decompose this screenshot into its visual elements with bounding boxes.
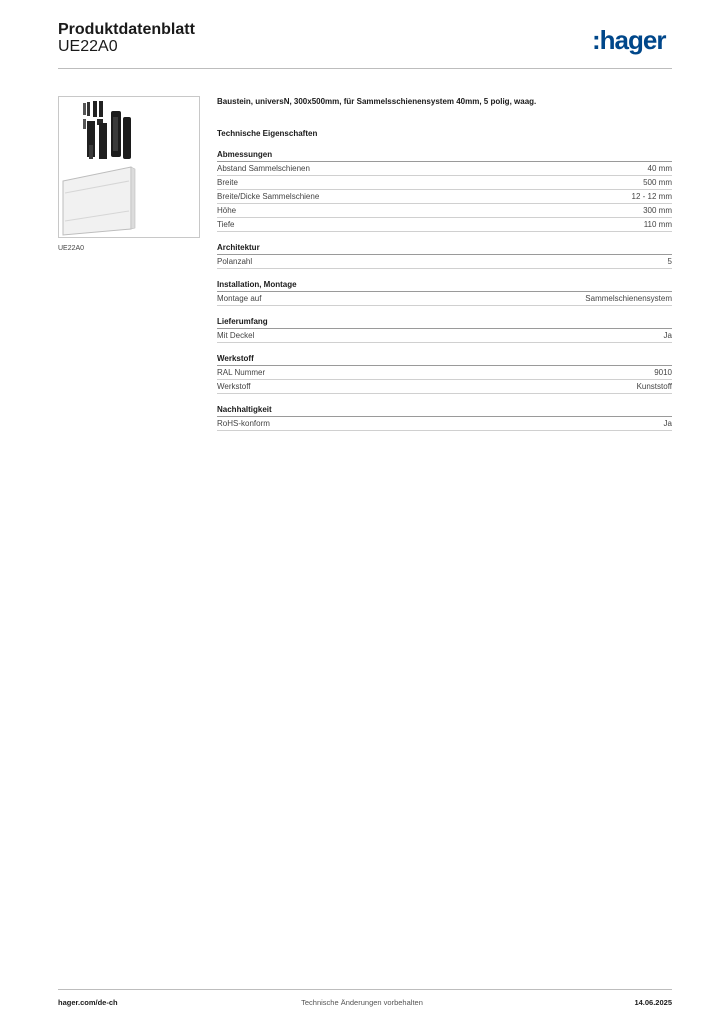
spec-row <box>217 366 672 380</box>
spec-value: Kunststoff <box>636 382 672 391</box>
spec-value: Sammelschienensystem <box>585 294 672 303</box>
spec-value: Ja <box>663 331 672 340</box>
spec-group-title: Lieferumfang <box>217 317 672 329</box>
spec-value: 110 mm <box>643 220 672 229</box>
spec-group-title: Werkstoff <box>217 354 672 366</box>
page-title: Produktdatenblatt <box>58 21 195 38</box>
spec-group-installation <box>217 280 672 306</box>
spec-group-architektur <box>217 243 672 269</box>
section-heading: Technische Eigenschaften <box>217 129 318 138</box>
spec-row <box>217 329 672 343</box>
spec-label: Mit Deckel <box>217 331 255 340</box>
spec-row <box>217 176 672 190</box>
spec-group-nachhaltigkeit <box>217 405 672 431</box>
spec-row <box>217 255 672 269</box>
product-details <box>217 97 672 431</box>
footer-website-link[interactable]: hager.com/de-ch <box>58 998 118 1007</box>
footer-notice: Technische Änderungen vorbehalten <box>301 998 423 1007</box>
spec-value: 40 mm <box>647 164 672 173</box>
spec-row <box>217 190 672 204</box>
spec-value: 500 mm <box>643 178 672 187</box>
spec-label: Abstand Sammelschienen <box>217 164 310 173</box>
spec-value: 300 mm <box>643 206 672 215</box>
spec-label: Breite <box>217 178 238 187</box>
header-divider <box>58 68 672 69</box>
spec-row <box>217 162 672 176</box>
footer-date: 14.06.2025 <box>634 998 672 1007</box>
spec-label: Montage auf <box>217 294 262 303</box>
product-image <box>58 96 200 238</box>
hager-logo <box>592 26 674 56</box>
spec-group-title: Architektur <box>217 243 672 255</box>
spec-row <box>217 218 672 232</box>
hager-logo-text: :hager <box>592 26 666 55</box>
spec-group-abmessungen <box>217 150 672 232</box>
spec-group-lieferumfang <box>217 317 672 343</box>
product-image-caption: UE22A0 <box>58 245 85 252</box>
spec-row <box>217 417 672 431</box>
spec-label: Werkstoff <box>217 382 251 391</box>
spec-label: RoHS-konform <box>217 419 270 428</box>
spec-value: Ja <box>663 419 672 428</box>
spec-group-title: Installation, Montage <box>217 280 672 292</box>
spec-row <box>217 380 672 394</box>
spec-group-werkstoff <box>217 354 672 394</box>
spec-row <box>217 292 672 306</box>
spec-value: 9010 <box>654 368 672 377</box>
product-illustration <box>59 97 199 237</box>
spec-label: Polanzahl <box>217 257 253 266</box>
spec-value: 5 <box>667 257 672 266</box>
spec-label: Breite/Dicke Sammelschiene <box>217 192 320 201</box>
footer-divider <box>58 989 672 990</box>
product-description: Baustein, universN, 300x500mm, für Sammelsschienensystem 40mm, 5 polig, waag. <box>217 97 537 106</box>
spec-label: RAL Nummer <box>217 368 266 377</box>
spec-value: 12 - 12 mm <box>631 192 672 201</box>
product-code: UE22A0 <box>58 38 118 55</box>
spec-group-title: Abmessungen <box>217 150 672 162</box>
spec-label: Tiefe <box>217 220 235 229</box>
spec-label: Höhe <box>217 206 237 215</box>
spec-row <box>217 204 672 218</box>
spec-group-title: Nachhaltigkeit <box>217 405 672 417</box>
